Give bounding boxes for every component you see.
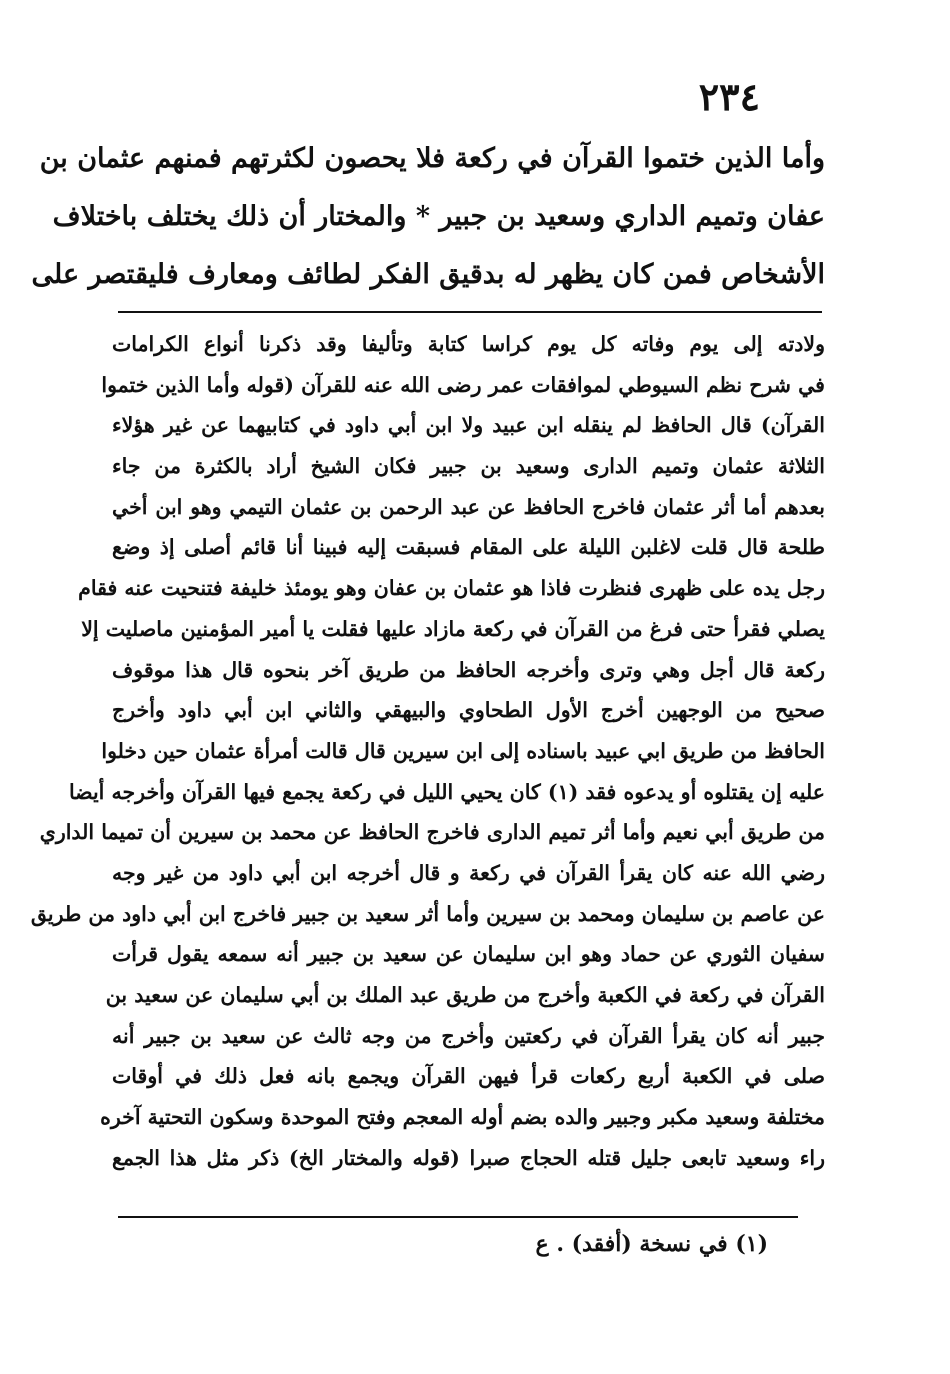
commentary-line: ولادته إلى يوم وفاته كل يوم كراسا كتابة وتأليفا وقد ذكرنا أنواع الكرامات	[112, 332, 825, 356]
commentary-line: صلى في الكعبة أربع ركعات قرأ فيهن القرآن ويجمع بانه فعل ذلك في أوقات	[112, 1064, 825, 1089]
commentary-line: عليه إن يقتلوه أو يدعوه فقد (١) كان يحيي الليل في ركعة يجمع فيها القرآن وأخرجه أيضا	[68, 779, 825, 804]
commentary-line: راء وسعيد تابعى جليل قتله الحجاج صبرا (قوله والمختار الخ) ذكر مثل هذا الجمع	[112, 1145, 825, 1170]
commentary-line: الثلاثة عثمان وتميم الدارى وسعيد بن جبير فكان الشيخ أراد بالكثرة من جاء	[112, 454, 825, 479]
commentary-line: القرآن) قال الحافظ لم ينقله ابن عبيد ولا ابن أبي داود في كتابيهما عن غير هؤلاء	[112, 413, 825, 438]
main-text-line: عفان وتميم الداري وسعيد بن جبير * والمختار أن ذلك يختلف باختلاف	[52, 201, 825, 232]
main-text-line: وأما الذين ختموا القرآن في ركعة فلا يحصون لكثرتهم فمنهم عثمان بن	[39, 143, 825, 174]
commentary-line: عن عاصم بن سليمان ومحمد بن سيرين وأما أثر سعيد بن جبير فاخرج ابن أبي داود من طريق	[30, 901, 825, 926]
commentary-line: سفيان الثوري عن حماد وهو ابن سليمان عن سعيد بن جبير أنه سمعه يقول قرأت	[112, 942, 825, 967]
commentary-line: رضي الله عنه كان يقرأ القرآن في ركعة و قال أخرجه ابن أبي داود من غير وجه	[112, 860, 825, 885]
commentary-line: جبير أنه كان يقرأ القرآن في ركعتين وأخرج من وجه ثالث عن سعيد بن جبير أنه	[112, 1023, 825, 1048]
commentary-line: مختلفة وسعيد مكبر وجبير والده بضم أوله المعجم وفتح الموحدة وسكون التحتية آخره	[100, 1105, 825, 1130]
main-text-line: الأشخاص فمن كان يظهر له بدقيق الفكر لطائف ومعارف فليقتصر على	[31, 259, 825, 290]
footnote: (١) في نسخة (أفقد) . ع	[535, 1231, 768, 1257]
commentary-line: في شرح نظم السيوطي لموافقات عمر رضى الله عنه للقرآن (قوله وأما الذين ختموا	[101, 372, 825, 397]
footnote-divider	[118, 1216, 798, 1218]
commentary-line: الحافظ من طريق ابي عبيد باسناده إلى ابن سيرين قال قالت أمرأة عثمان حين دخلوا	[101, 738, 825, 763]
commentary-line: القرآن في ركعة في الكعبة وأخرج من طريق عبد الملك بن أبي سليمان عن سعيد بن	[105, 983, 825, 1007]
commentary-line: من طريق أبي نعيم وأما أثر تميم الدارى فاخرج الحافظ عن محمد بن سيرين أن تميما الداري	[39, 820, 825, 845]
main-text-block	[31, 130, 825, 304]
main-text-divider	[118, 311, 822, 313]
commentary-line: يصلي فقرأ حتى فرغ من القرآن في ركعة مازاد عليها فقلت يا أمير المؤمنين ماصليت إلا	[81, 616, 825, 641]
commentary-line: رجل يده على ظهرى فنظرت فاذا هو عثمان بن عفان وهو يومئذ خليفة فتنحيت عنه فقام	[78, 576, 825, 601]
page-number: ٢٣٤	[698, 74, 760, 119]
commentary-line: ركعة قال أجل وهي وترى وأخرجه الحافظ من طريق آخر بنحوه قال هذا موقوف	[112, 657, 825, 682]
commentary-line: طلحة قال قلت لاغلبن الليلة على المقام فسبقت إليه فبينا أنا قائم أصلى إذ وضع	[112, 535, 825, 560]
commentary-line: صحيح من الوجهين أخرج الأول الطحاوي والبيهقي والثاني ابن أبي داود وأخرج	[112, 698, 825, 723]
commentary-line: بعدهم أما أثر عثمان فاخرج الحافظ عن عبد الرحمن بن عثمان التيمي وهو ابن أخي	[112, 494, 825, 519]
commentary-block	[30, 324, 825, 1178]
